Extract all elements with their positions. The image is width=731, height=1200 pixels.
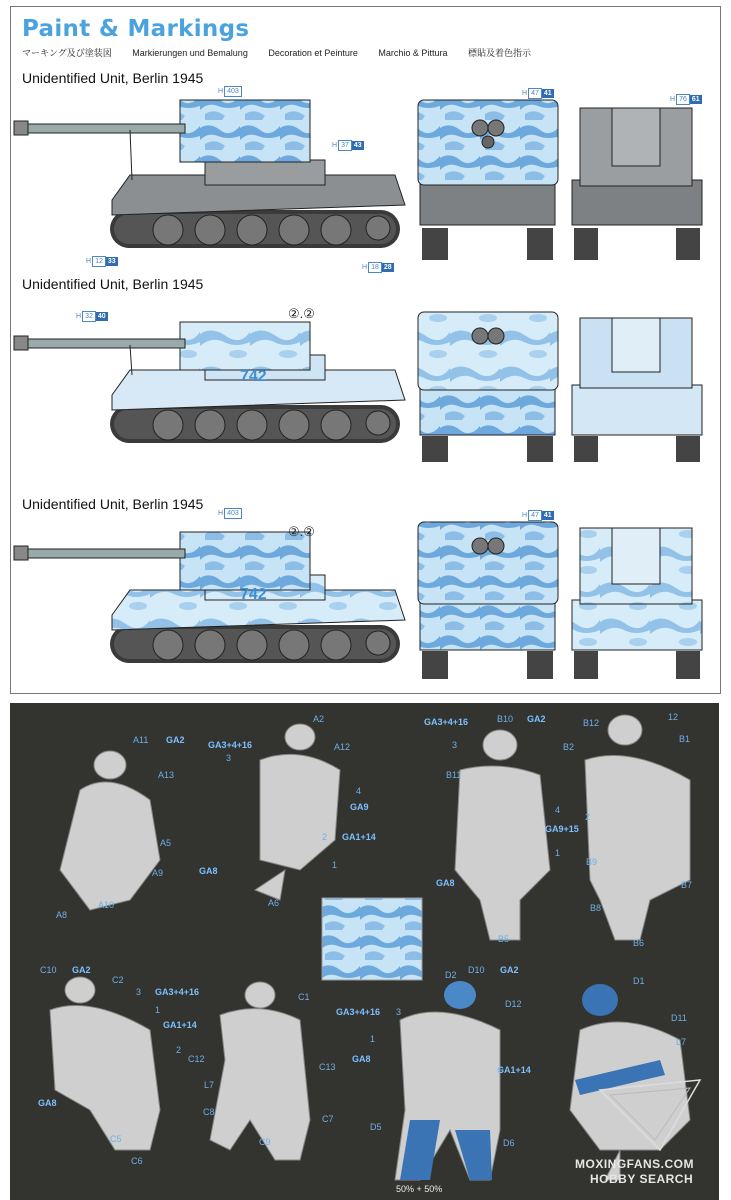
- paint-ref: H 47 41: [522, 512, 552, 519]
- figure-label: B2: [563, 742, 575, 752]
- figure-label: D6: [503, 1138, 515, 1148]
- figure-label: GA8: [199, 866, 218, 876]
- figure-label: C13: [319, 1062, 336, 1072]
- figure-label: 12: [668, 712, 679, 722]
- figure-label: B7: [681, 880, 693, 890]
- figure-label: 1: [332, 860, 338, 870]
- figure-label: A10: [98, 900, 115, 910]
- figure-label: GA1+14: [342, 832, 376, 842]
- paint-ref: H 12 33: [86, 258, 116, 265]
- figure-label: A5: [160, 838, 172, 848]
- mix-footnote: 50% + 50%: [396, 1184, 443, 1194]
- watermark-text-1: MOXINGFANS.COM: [575, 1157, 695, 1171]
- figure-label: C12: [188, 1054, 205, 1064]
- figure-label: 2: [176, 1045, 182, 1055]
- paint-ref: H 403: [218, 86, 242, 97]
- paint-ref: H 32 40: [76, 313, 106, 320]
- paint-ref: H 76 61: [670, 96, 700, 103]
- figure-label: A13: [158, 770, 175, 780]
- figure-label: 3: [396, 1007, 402, 1017]
- figure-label: 4: [356, 786, 362, 796]
- figure-label: 1: [155, 1005, 161, 1015]
- figure-label: C9: [259, 1137, 271, 1147]
- figure-label: D12: [505, 999, 522, 1009]
- paint-ref: H 47 41: [522, 90, 552, 97]
- figure-label: GA1+14: [497, 1065, 531, 1075]
- figure-label: 2: [322, 832, 328, 842]
- figure-label: GA3+4+16: [208, 740, 253, 750]
- figure-label: C6: [131, 1156, 143, 1166]
- figure-label: C5: [110, 1134, 122, 1144]
- figure-label: GA2: [166, 735, 185, 745]
- hull-number-3: 742: [240, 586, 267, 603]
- figure-label: GA1+14: [163, 1020, 197, 1030]
- paint-ref: H 403: [218, 508, 242, 519]
- figure-label: A8: [56, 910, 68, 920]
- unit-label-1: Unidentified Unit, Berlin 1945: [22, 70, 204, 86]
- figure-label: 3: [452, 740, 458, 750]
- figure-label: B12: [583, 718, 600, 728]
- figure-label: 3: [226, 753, 232, 763]
- figure-label: GA8: [436, 878, 455, 888]
- watermark-text-2: HOBBY SEARCH: [590, 1172, 694, 1186]
- page-title: Paint & Markings: [22, 16, 250, 42]
- figure-label: B1: [679, 734, 691, 744]
- figure-label: GA3+4+16: [155, 987, 200, 997]
- figure-label: 1: [370, 1034, 376, 1044]
- subtitle-fr: Decoration et Peinture: [268, 48, 358, 58]
- figure-label: A12: [334, 742, 351, 752]
- subtitle-it: Marchio & Pittura: [378, 48, 448, 58]
- figure-label: GA2: [500, 965, 519, 975]
- hull-number-2: 742: [240, 368, 267, 385]
- subtitle-de: Markierungen und Bemalung: [132, 48, 248, 58]
- figure-label: B9: [586, 857, 598, 867]
- figure-label: 2: [585, 812, 591, 822]
- figure-label: GA3+4+16: [424, 717, 469, 727]
- paint-ref: H 18 28: [362, 264, 392, 271]
- figure-label: 1: [555, 848, 561, 858]
- figure-label: B10: [497, 714, 514, 724]
- figure-label: 4: [555, 805, 561, 815]
- figure-label: GA9+15: [545, 824, 579, 834]
- figure-label: C1: [298, 992, 310, 1002]
- figure-label: B5: [498, 934, 510, 944]
- paint-ref: H 37 43: [332, 142, 362, 149]
- figure-label: B8: [590, 903, 602, 913]
- figure-label: D2: [445, 970, 457, 980]
- figure-label: D5: [370, 1122, 382, 1132]
- figure-label: A2: [313, 714, 325, 724]
- figure-label: C10: [40, 965, 57, 975]
- figure-label: C2: [112, 975, 124, 985]
- circled-markings-2: ②.②: [288, 306, 315, 321]
- unit-label-2: Unidentified Unit, Berlin 1945: [22, 276, 204, 292]
- figure-label: B11: [446, 770, 462, 780]
- unit-label-3: Unidentified Unit, Berlin 1945: [22, 496, 204, 512]
- figure-label: A6: [268, 898, 280, 908]
- figure-label: L7: [676, 1037, 687, 1047]
- figure-label: D1: [633, 976, 645, 986]
- circled-markings-3: ②.②: [288, 524, 315, 539]
- figure-label: A9: [152, 868, 164, 878]
- figure-label: L7: [204, 1080, 215, 1090]
- subtitle-jp: マーキング及び塗装図: [22, 48, 112, 58]
- figure-label: D10: [468, 965, 485, 975]
- figure-label: GA3+4+16: [336, 1007, 381, 1017]
- figure-label: GA2: [72, 965, 91, 975]
- figure-label: A11: [133, 735, 149, 745]
- figure-label: C8: [203, 1107, 215, 1117]
- figure-label: C7: [322, 1114, 334, 1124]
- figure-label: B6: [633, 938, 645, 948]
- figure-label: GA8: [352, 1054, 371, 1064]
- figure-label: D11: [671, 1013, 687, 1023]
- figure-label: GA8: [38, 1098, 57, 1108]
- figure-label: 3: [136, 987, 142, 997]
- figure-label: GA9: [350, 802, 369, 812]
- figure-label: GA2: [527, 714, 546, 724]
- subtitle-cn: 標貼及着色指示: [467, 48, 531, 58]
